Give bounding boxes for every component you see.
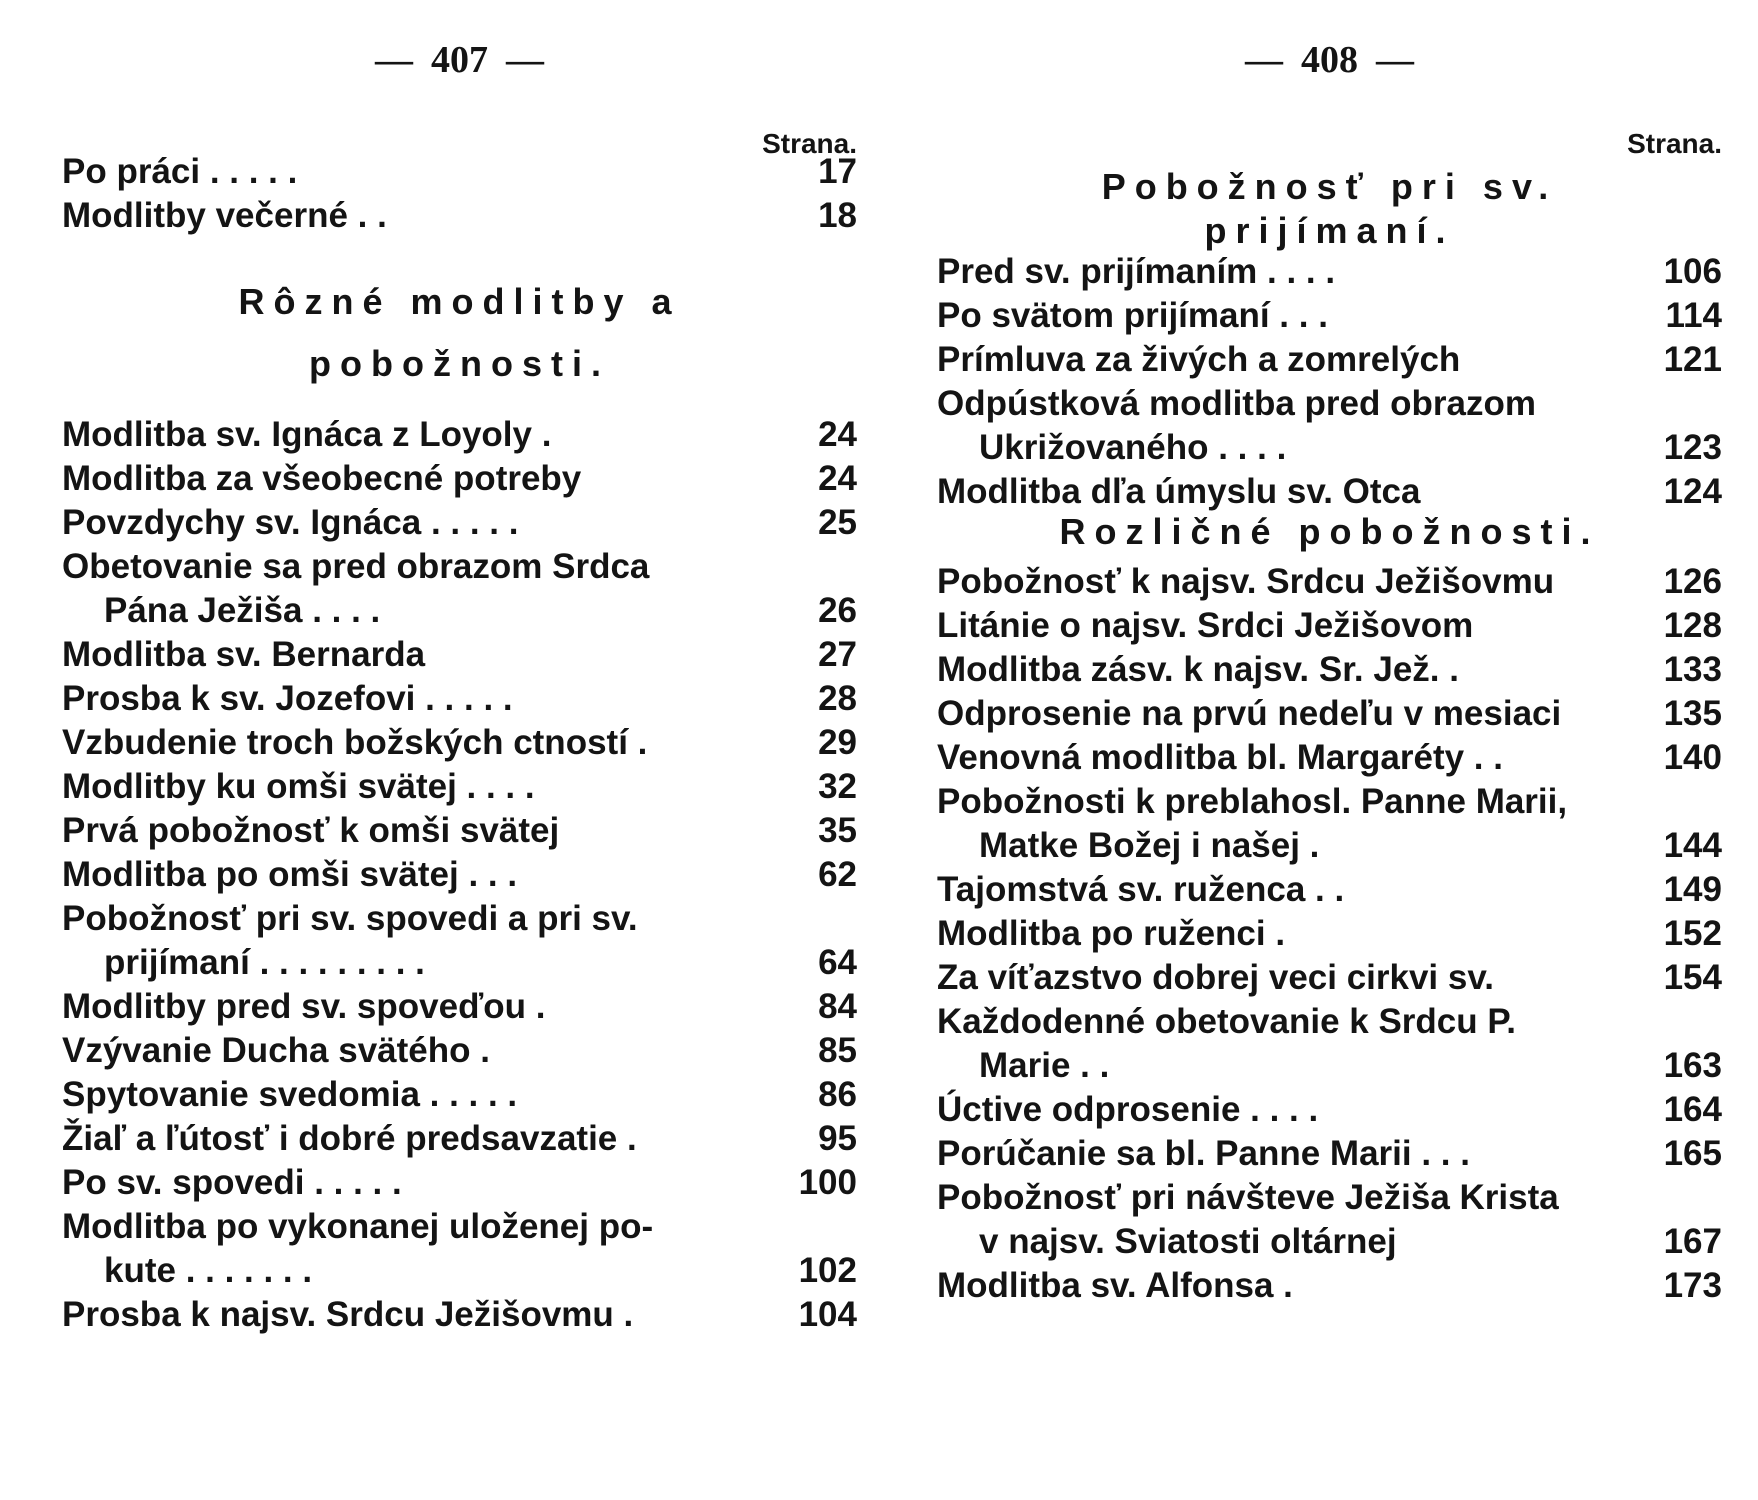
- toc-entry: Vzývanie Ducha svätého . 85: [62, 1031, 857, 1070]
- column-label-left: Strana.: [762, 128, 857, 159]
- toc-list-right-1: [937, 250, 1722, 514]
- toc-entry: Pobožnosť pri návšteve Ježiša Krista: [937, 1178, 1559, 1217]
- toc-top-list-left: [62, 150, 857, 238]
- toc-entry: Modlitba dľa úmyslu sv. Otca 124: [937, 472, 1722, 511]
- toc-entry: Modlitby večerné . . 18: [62, 196, 857, 235]
- toc-entry: Po práci . . . . . 17: [62, 152, 857, 191]
- toc-entry: Obetovanie sa pred obrazom Srdca: [62, 547, 650, 586]
- toc-entry: Za víťazstvo dobrej veci cirkvi sv. 154: [937, 958, 1722, 997]
- toc-entry: Modlitba sv. Alfonsa . 173: [937, 1266, 1722, 1305]
- toc-entry: Venovná modlitba bl. Margaréty . . 140: [937, 738, 1722, 777]
- toc-entry: Modlitba zásv. k najsv. Sr. Jež. . 133: [937, 650, 1722, 689]
- right-page: [937, 0, 1722, 1500]
- toc-list-left: [62, 413, 857, 1337]
- toc-entry: Pobožnosti k preblahosl. Panne Marii,: [937, 782, 1568, 821]
- toc-entry-continuation: Ukrižovaného . . . . 123: [979, 428, 1722, 467]
- toc-entry-continuation: Matke Božej i našej . 144: [979, 826, 1722, 865]
- toc-entry: Tajomstvá sv. ruženca . . 149: [937, 870, 1722, 909]
- toc-entry: Prvá pobožnosť k omši svätej 35: [62, 811, 857, 850]
- toc-entry: Po svätom prijímaní . . . 114: [937, 296, 1722, 335]
- toc-entry: Modlitba po ruženci . 152: [937, 914, 1722, 953]
- toc-entry: Prímluva za živých a zomrelých 121: [937, 340, 1722, 379]
- toc-entry-continuation: Marie . . 163: [979, 1046, 1722, 1085]
- toc-entry: Vzbudenie troch božských ctností . 29: [62, 723, 857, 762]
- toc-entry-continuation: kute . . . . . . . 102: [104, 1251, 857, 1290]
- toc-entry: Porúčanie sa bl. Panne Marii . . . 165: [937, 1134, 1722, 1173]
- toc-entry: Pobožnosť k najsv. Srdcu Ježišovmu 126: [937, 562, 1722, 601]
- toc-entry-continuation: v najsv. Sviatosti oltárnej 167: [979, 1222, 1722, 1261]
- toc-entry: Prosba k najsv. Srdcu Ježišovmu . 104: [62, 1295, 857, 1334]
- toc-entry: Pred sv. prijímaním . . . . 106: [937, 252, 1722, 291]
- toc-entry: Úctive odprosenie . . . . 164: [937, 1090, 1722, 1129]
- toc-entry: Odprosenie na prvú nedeľu v mesiaci 135: [937, 694, 1722, 733]
- toc-entry: Modlitba sv. Ignáca z Loyoly . 24: [62, 415, 857, 454]
- toc-entry: Odpústková modlitba pred obrazom: [937, 384, 1536, 423]
- toc-entry-continuation: Pána Ježiša . . . . 26: [104, 591, 857, 630]
- left-page: [62, 0, 857, 1500]
- toc-entry: Modlitba po omši svätej . . . 62: [62, 855, 857, 894]
- toc-entry: Pobožnosť pri sv. spovedi a pri sv.: [62, 899, 638, 938]
- section2-heading-right: Rozličné pobožnosti.: [1059, 511, 1600, 552]
- toc-entry: Modlitby ku omši svätej . . . . 32: [62, 767, 857, 806]
- page-number-right: — 408 —: [1245, 39, 1414, 81]
- toc-entry-continuation: prijímaní . . . . . . . . . 64: [104, 943, 857, 982]
- page-number-left: — 407 —: [375, 39, 544, 81]
- section-heading-left: Rôzné modlitby a pobožnosti.: [238, 281, 681, 384]
- toc-entry: Žiaľ a ľútosť i dobré predsavzatie . 95: [62, 1119, 857, 1158]
- toc-entry: Modlitby pred sv. spoveďou . 84: [62, 987, 857, 1026]
- toc-entry: Po sv. spovedi . . . . . 100: [62, 1163, 857, 1202]
- toc-entry: Modlitba za všeobecné potreby 24: [62, 459, 857, 498]
- column-label-right: Strana.: [1627, 128, 1722, 159]
- toc-entry: Litánie o najsv. Srdci Ježišovom 128: [937, 606, 1722, 645]
- section1-heading-right: Pobožnosť pri sv. prijímaní.: [1101, 166, 1558, 251]
- toc-entry: Prosba k sv. Jozefovi . . . . . 28: [62, 679, 857, 718]
- toc-entry: Modlitba po vykonanej uloženej po-: [62, 1207, 654, 1246]
- toc-list-right-2: [937, 560, 1722, 1308]
- toc-entry: Povzdychy sv. Ignáca . . . . . 25: [62, 503, 857, 542]
- toc-entry: Modlitba sv. Bernarda 27: [62, 635, 857, 674]
- toc-entry: Spytovanie svedomia . . . . . 86: [62, 1075, 857, 1114]
- toc-entry: Každodenné obetovanie k Srdcu P.: [937, 1002, 1516, 1041]
